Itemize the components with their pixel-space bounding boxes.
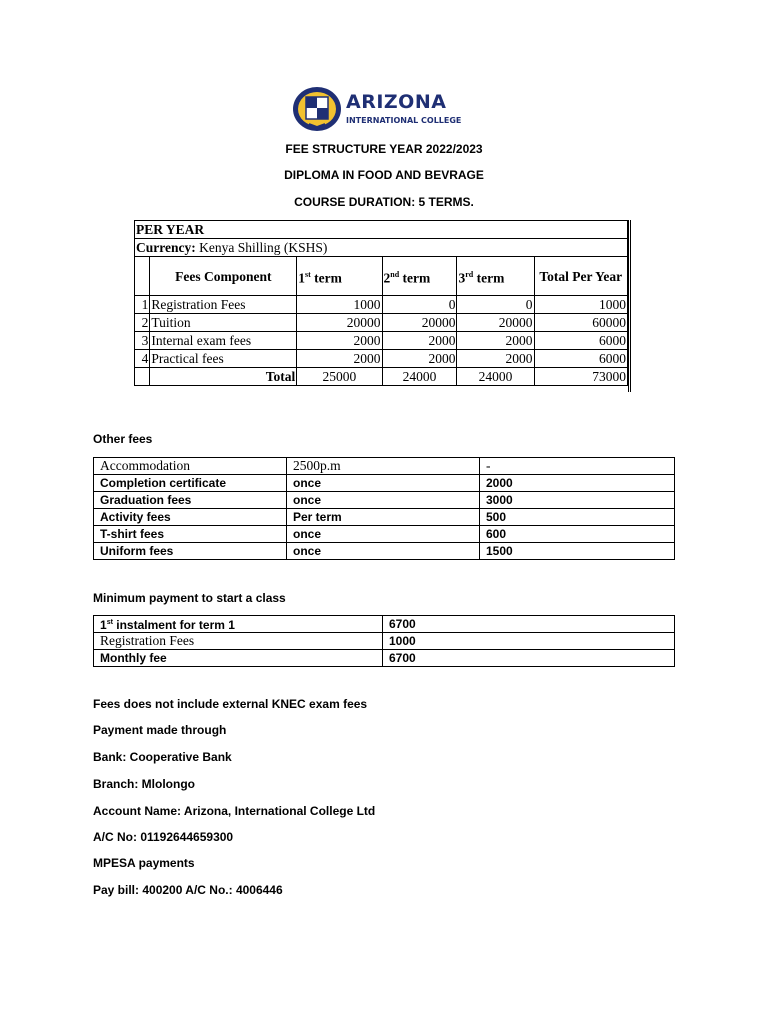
mpesa-label: MPESA payments <box>93 856 195 870</box>
component-header: Fees Component <box>150 257 297 296</box>
payment-amount: 6700 <box>383 650 675 667</box>
fee-component: Internal exam fees <box>150 332 297 350</box>
crest-icon <box>292 86 342 132</box>
period-label: PER YEAR <box>135 221 628 239</box>
term3-value: 0 <box>457 296 534 314</box>
term3-value: 20000 <box>457 314 534 332</box>
fee-frequency: once <box>287 543 480 560</box>
minimum-payment-table <box>93 615 675 667</box>
fee-component: Tuition <box>150 314 297 332</box>
currency-label: Currency: <box>136 240 196 255</box>
fee-frequency: Per term <box>287 509 480 526</box>
payment-method-label: Payment made through <box>93 723 227 737</box>
index-header <box>135 257 150 296</box>
course-name: DIPLOMA IN FOOD AND BEVRAGE <box>284 168 484 182</box>
payment-item: 1st instalment for term 1 <box>94 616 383 633</box>
term2-value: 2000 <box>382 332 457 350</box>
course-duration: COURSE DURATION: 5 TERMS. <box>294 195 474 209</box>
row-index: 1 <box>135 296 150 314</box>
term1-value: 20000 <box>297 314 382 332</box>
table-row <box>94 543 675 560</box>
total-header: Total Per Year <box>534 257 628 296</box>
year-total: 1000 <box>534 296 628 314</box>
other-fees-table <box>93 457 675 560</box>
table-row <box>94 650 675 667</box>
fee-amount: 600 <box>480 526 675 543</box>
table-row <box>94 616 675 633</box>
table-row <box>135 296 628 314</box>
term1-value: 2000 <box>297 350 382 368</box>
fee-amount: 3000 <box>480 492 675 509</box>
fee-amount: - <box>480 458 675 475</box>
term3-header: 3rd term <box>457 257 534 296</box>
row-index: 4 <box>135 350 150 368</box>
account-number: A/C No: 01192644659300 <box>93 830 234 844</box>
fee-component: Registration Fees <box>150 296 297 314</box>
table-row <box>135 332 628 350</box>
term2-value: 20000 <box>382 314 457 332</box>
table-row <box>94 509 675 526</box>
logo-subtitle: INTERNATIONAL COLLEGE <box>346 116 462 125</box>
year-total: 60000 <box>534 314 628 332</box>
fee-item: Activity fees <box>94 509 287 526</box>
minimum-payment-label: Minimum payment to start a class <box>93 591 286 605</box>
row-index: 3 <box>135 332 150 350</box>
term1-total: 25000 <box>297 368 382 386</box>
term2-value: 0 <box>382 296 457 314</box>
logo-wordmark: ARIZONA <box>346 91 447 113</box>
payment-amount: 1000 <box>383 633 675 650</box>
other-fees-label: Other fees <box>93 432 153 446</box>
year-total: 6000 <box>534 332 628 350</box>
payment-item: Monthly fee <box>94 650 383 667</box>
bank-name: Bank: Cooperative Bank <box>93 750 232 764</box>
payment-item: Registration Fees <box>94 633 383 650</box>
term2-total: 24000 <box>382 368 457 386</box>
table-row <box>135 350 628 368</box>
table-border-shadow <box>628 220 631 392</box>
fee-item: Completion certificate <box>94 475 287 492</box>
table-row <box>94 475 675 492</box>
fee-frequency: once <box>287 492 480 509</box>
term3-total: 24000 <box>457 368 534 386</box>
total-label: Total <box>150 368 297 386</box>
fee-frequency: 2500p.m <box>287 458 480 475</box>
account-name: Account Name: Arizona, International College Ltd <box>93 804 376 818</box>
fee-item: Accommodation <box>94 458 287 475</box>
document-title: FEE STRUCTURE YEAR 2022/2023 <box>285 142 483 156</box>
total-row <box>135 368 628 386</box>
fee-item: T-shirt fees <box>94 526 287 543</box>
bank-branch: Branch: Mlolongo <box>93 777 195 791</box>
table-row <box>135 221 628 239</box>
external-fees-note: Fees does not include external KNEC exam fees <box>93 697 368 711</box>
row-index: 2 <box>135 314 150 332</box>
table-header-row <box>135 257 628 296</box>
currency-cell <box>135 239 628 257</box>
table-row <box>94 633 675 650</box>
table-row <box>135 314 628 332</box>
currency-value: Kenya Shilling (KSHS) <box>195 240 328 255</box>
row-index <box>135 368 150 386</box>
term3-value: 2000 <box>457 350 534 368</box>
table-row <box>94 526 675 543</box>
fee-amount: 2000 <box>480 475 675 492</box>
payment-amount: 6700 <box>383 616 675 633</box>
paybill-number: Pay bill: 400200 A/C No.: 4006446 <box>93 883 283 897</box>
fee-amount: 500 <box>480 509 675 526</box>
grand-total: 73000 <box>534 368 628 386</box>
fee-item: Uniform fees <box>94 543 287 560</box>
fee-structure-table <box>134 220 628 386</box>
term1-header: 1st term <box>297 257 382 296</box>
fee-component: Practical fees <box>150 350 297 368</box>
term1-value: 2000 <box>297 332 382 350</box>
fee-frequency: once <box>287 526 480 543</box>
fee-frequency: once <box>287 475 480 492</box>
college-logo <box>292 86 472 132</box>
term2-header: 2nd term <box>382 257 457 296</box>
table-row <box>135 239 628 257</box>
table-row <box>94 458 675 475</box>
term1-value: 1000 <box>297 296 382 314</box>
term2-value: 2000 <box>382 350 457 368</box>
fee-amount: 1500 <box>480 543 675 560</box>
term3-value: 2000 <box>457 332 534 350</box>
year-total: 6000 <box>534 350 628 368</box>
fee-item: Graduation fees <box>94 492 287 509</box>
table-row <box>94 492 675 509</box>
